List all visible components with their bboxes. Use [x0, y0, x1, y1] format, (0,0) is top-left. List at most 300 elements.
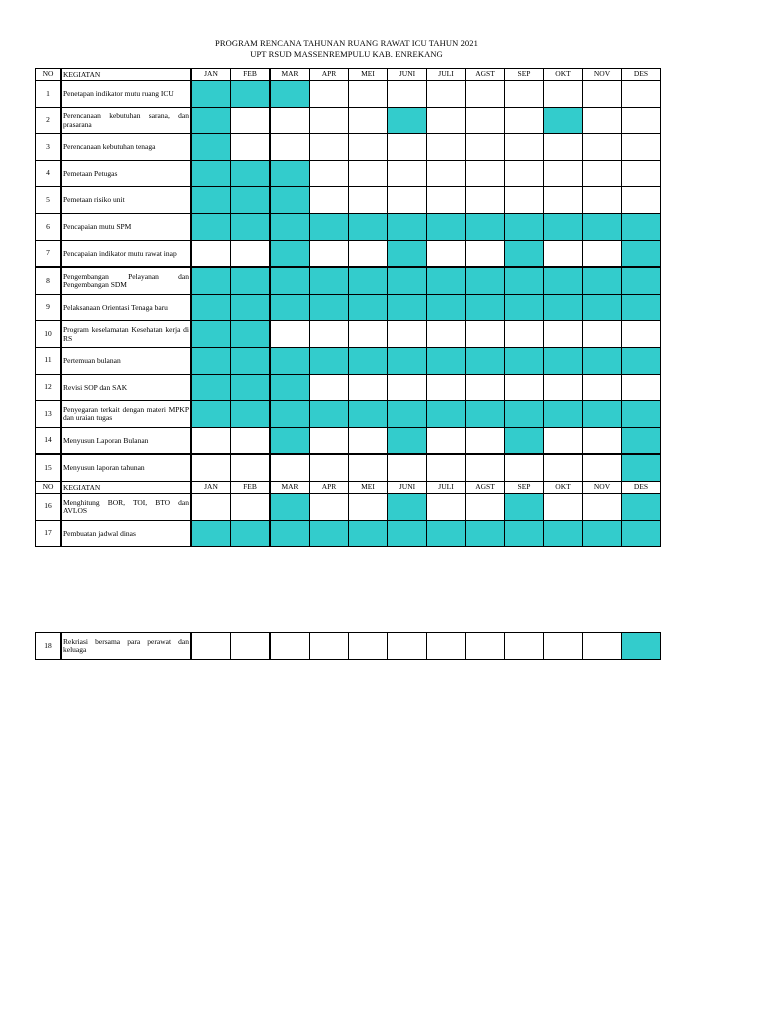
month-cell-des	[622, 240, 661, 267]
header-no: NO	[36, 481, 62, 493]
month-cell-sep	[505, 107, 544, 134]
month-cell-feb	[231, 633, 271, 660]
header-month-des: DES	[622, 69, 661, 81]
month-cell-jan	[191, 401, 231, 428]
month-cell-jan	[191, 160, 231, 187]
table-row	[36, 493, 661, 520]
activity-cell: Perencanaan kebutuhan tenaga	[61, 134, 191, 161]
table-row	[36, 267, 661, 294]
month-cell-nov	[583, 493, 622, 520]
header-no: NO	[36, 69, 62, 81]
month-cell-juni	[388, 454, 427, 481]
month-cell-nov	[583, 401, 622, 428]
activity-cell: Pencapaian indikator mutu rawat inap	[61, 240, 191, 267]
row-number: 7	[36, 240, 62, 267]
month-cell-sep	[505, 134, 544, 161]
month-cell-juni	[388, 134, 427, 161]
row-number: 5	[36, 187, 62, 214]
month-cell-sep	[505, 81, 544, 108]
month-cell-apr	[310, 520, 349, 547]
title-line-2: UPT RSUD MASSENREMPULU KAB. ENREKANG	[250, 49, 443, 59]
month-cell-feb	[231, 493, 271, 520]
activity-cell: Menyusun Laporan Bulanan	[61, 427, 191, 454]
month-cell-okt	[544, 294, 583, 321]
header-month-jan: JAN	[191, 481, 231, 493]
month-cell-agst	[466, 134, 505, 161]
month-cell-apr	[310, 107, 349, 134]
table-row	[36, 321, 661, 348]
header-month-okt: OKT	[544, 69, 583, 81]
activity-cell: Pelaksanaan Orientasi Tenaga baru	[61, 294, 191, 321]
activity-cell: Penetapan indikator mutu ruang ICU	[61, 81, 191, 108]
schedule-table-body	[36, 69, 661, 547]
month-cell-sep	[505, 633, 544, 660]
schedule-table	[35, 68, 661, 547]
month-cell-sep	[505, 240, 544, 267]
month-cell-nov	[583, 81, 622, 108]
month-cell-des	[622, 187, 661, 214]
month-cell-jan	[191, 240, 231, 267]
month-cell-juli	[427, 427, 466, 454]
row-number: 8	[36, 267, 62, 294]
month-cell-mar	[270, 493, 310, 520]
month-cell-juli	[427, 374, 466, 401]
month-cell-mar	[270, 401, 310, 428]
month-cell-agst	[466, 520, 505, 547]
month-cell-apr	[310, 240, 349, 267]
month-cell-des	[622, 160, 661, 187]
month-cell-agst	[466, 187, 505, 214]
month-cell-jan	[191, 134, 231, 161]
month-cell-agst	[466, 321, 505, 348]
month-cell-feb	[231, 520, 271, 547]
month-cell-apr	[310, 347, 349, 374]
row-number: 16	[36, 493, 62, 520]
month-cell-agst	[466, 240, 505, 267]
month-cell-feb	[231, 294, 271, 321]
month-cell-nov	[583, 454, 622, 481]
month-cell-mar	[270, 374, 310, 401]
month-cell-mar	[270, 107, 310, 134]
table-row	[36, 427, 661, 454]
activity-cell: Pemetaan risiko unit	[61, 187, 191, 214]
month-cell-feb	[231, 347, 271, 374]
month-cell-juli	[427, 347, 466, 374]
header-month-okt: OKT	[544, 481, 583, 493]
month-cell-agst	[466, 160, 505, 187]
month-cell-juli	[427, 213, 466, 240]
month-cell-jan	[191, 107, 231, 134]
month-cell-juli	[427, 321, 466, 348]
header-row	[36, 481, 661, 493]
month-cell-juni	[388, 493, 427, 520]
month-cell-juni	[388, 240, 427, 267]
month-cell-okt	[544, 107, 583, 134]
activity-cell: Program keselamatan Kesehatan kerja di RS	[61, 321, 191, 348]
month-cell-juli	[427, 160, 466, 187]
month-cell-sep	[505, 294, 544, 321]
month-cell-apr	[310, 401, 349, 428]
month-cell-sep	[505, 427, 544, 454]
month-cell-des	[622, 427, 661, 454]
month-cell-des	[622, 374, 661, 401]
month-cell-jan	[191, 374, 231, 401]
month-cell-juni	[388, 374, 427, 401]
month-cell-mei	[349, 160, 388, 187]
month-cell-okt	[544, 267, 583, 294]
month-cell-agst	[466, 633, 505, 660]
row-number: 3	[36, 134, 62, 161]
month-cell-apr	[310, 633, 349, 660]
month-cell-mar	[270, 520, 310, 547]
activity-cell: Penyegaran terkait dengan materi MPKP dan uraian tugas	[61, 401, 191, 428]
month-cell-apr	[310, 493, 349, 520]
header-month-juni: JUNI	[388, 69, 427, 81]
month-cell-apr	[310, 374, 349, 401]
month-cell-okt	[544, 374, 583, 401]
month-cell-mei	[349, 401, 388, 428]
month-cell-mei	[349, 187, 388, 214]
header-month-juli: JULI	[427, 481, 466, 493]
month-cell-agst	[466, 81, 505, 108]
month-cell-agst	[466, 454, 505, 481]
month-cell-mar	[270, 294, 310, 321]
month-cell-mar	[270, 347, 310, 374]
row-number: 11	[36, 347, 62, 374]
month-cell-juli	[427, 401, 466, 428]
month-cell-agst	[466, 493, 505, 520]
header-month-juni: JUNI	[388, 481, 427, 493]
schedule-table-extra	[35, 632, 661, 660]
month-cell-sep	[505, 493, 544, 520]
month-cell-juli	[427, 187, 466, 214]
schedule-table-extra-body	[36, 633, 661, 660]
table-row	[36, 347, 661, 374]
month-cell-agst	[466, 107, 505, 134]
month-cell-nov	[583, 134, 622, 161]
month-cell-sep	[505, 374, 544, 401]
month-cell-mei	[349, 454, 388, 481]
month-cell-sep	[505, 321, 544, 348]
header-row	[36, 69, 661, 81]
month-cell-jan	[191, 520, 231, 547]
month-cell-mar	[270, 81, 310, 108]
header-month-jan: JAN	[191, 69, 231, 81]
month-cell-apr	[310, 294, 349, 321]
row-number: 13	[36, 401, 62, 428]
month-cell-mar	[270, 267, 310, 294]
month-cell-mei	[349, 81, 388, 108]
month-cell-feb	[231, 427, 271, 454]
month-cell-okt	[544, 454, 583, 481]
header-month-mar: MAR	[270, 69, 310, 81]
month-cell-nov	[583, 267, 622, 294]
month-cell-okt	[544, 321, 583, 348]
month-cell-sep	[505, 347, 544, 374]
activity-cell: Menyusun laporan tahunan	[61, 454, 191, 481]
month-cell-apr	[310, 187, 349, 214]
activity-cell: Pemetaan Petugas	[61, 160, 191, 187]
month-cell-okt	[544, 520, 583, 547]
month-cell-jan	[191, 633, 231, 660]
month-cell-des	[622, 107, 661, 134]
month-cell-jan	[191, 321, 231, 348]
month-cell-nov	[583, 160, 622, 187]
month-cell-mei	[349, 493, 388, 520]
month-cell-mar	[270, 160, 310, 187]
month-cell-apr	[310, 321, 349, 348]
month-cell-feb	[231, 374, 271, 401]
month-cell-juni	[388, 347, 427, 374]
table-row	[36, 633, 661, 660]
month-cell-feb	[231, 240, 271, 267]
table-row	[36, 401, 661, 428]
month-cell-juni	[388, 81, 427, 108]
month-cell-jan	[191, 213, 231, 240]
header-month-agst: AGST	[466, 481, 505, 493]
activity-cell: Rekriasi bersama para perawat dan keluaga	[61, 633, 191, 660]
month-cell-sep	[505, 267, 544, 294]
row-number: 17	[36, 520, 62, 547]
month-cell-feb	[231, 187, 271, 214]
month-cell-mar	[270, 187, 310, 214]
month-cell-agst	[466, 267, 505, 294]
row-number: 9	[36, 294, 62, 321]
month-cell-jan	[191, 81, 231, 108]
month-cell-nov	[583, 520, 622, 547]
table-row	[36, 134, 661, 161]
month-cell-apr	[310, 213, 349, 240]
month-cell-juni	[388, 294, 427, 321]
month-cell-feb	[231, 454, 271, 481]
month-cell-jan	[191, 427, 231, 454]
month-cell-mar	[270, 240, 310, 267]
month-cell-juli	[427, 267, 466, 294]
table-row	[36, 240, 661, 267]
month-cell-okt	[544, 493, 583, 520]
header-month-apr: APR	[310, 481, 349, 493]
month-cell-nov	[583, 187, 622, 214]
header-month-nov: NOV	[583, 69, 622, 81]
month-cell-mar	[270, 427, 310, 454]
month-cell-mei	[349, 294, 388, 321]
month-cell-mei	[349, 374, 388, 401]
month-cell-feb	[231, 134, 271, 161]
row-number: 1	[36, 81, 62, 108]
month-cell-nov	[583, 213, 622, 240]
month-cell-okt	[544, 81, 583, 108]
month-cell-juni	[388, 321, 427, 348]
month-cell-mei	[349, 267, 388, 294]
month-cell-mei	[349, 107, 388, 134]
row-number: 12	[36, 374, 62, 401]
row-number: 18	[36, 633, 62, 660]
month-cell-juli	[427, 520, 466, 547]
month-cell-mei	[349, 134, 388, 161]
month-cell-okt	[544, 213, 583, 240]
month-cell-des	[622, 633, 661, 660]
row-number: 6	[36, 213, 62, 240]
activity-cell: Revisi SOP dan SAK	[61, 374, 191, 401]
table-row	[36, 187, 661, 214]
month-cell-agst	[466, 374, 505, 401]
month-cell-apr	[310, 81, 349, 108]
month-cell-okt	[544, 633, 583, 660]
month-cell-sep	[505, 187, 544, 214]
activity-cell: Menghitung BOR, TOI, BTO dan AVLOS	[61, 493, 191, 520]
month-cell-juli	[427, 633, 466, 660]
month-cell-agst	[466, 347, 505, 374]
month-cell-apr	[310, 427, 349, 454]
month-cell-apr	[310, 454, 349, 481]
activity-cell: Pencapaian mutu SPM	[61, 213, 191, 240]
month-cell-nov	[583, 294, 622, 321]
month-cell-juli	[427, 493, 466, 520]
month-cell-des	[622, 401, 661, 428]
month-cell-sep	[505, 160, 544, 187]
month-cell-feb	[231, 107, 271, 134]
month-cell-mar	[270, 213, 310, 240]
month-cell-okt	[544, 401, 583, 428]
month-cell-jan	[191, 454, 231, 481]
month-cell-mar	[270, 454, 310, 481]
month-cell-juli	[427, 294, 466, 321]
month-cell-des	[622, 347, 661, 374]
activity-cell: Pembuatan jadwal dinas	[61, 520, 191, 547]
month-cell-nov	[583, 347, 622, 374]
month-cell-mei	[349, 240, 388, 267]
month-cell-okt	[544, 240, 583, 267]
row-number: 14	[36, 427, 62, 454]
month-cell-jan	[191, 187, 231, 214]
month-cell-sep	[505, 401, 544, 428]
month-cell-jan	[191, 493, 231, 520]
month-cell-des	[622, 520, 661, 547]
table-row	[36, 81, 661, 108]
activity-cell: Perencanaan kebutuhan sarana, dan prasarana	[61, 107, 191, 134]
row-number: 10	[36, 321, 62, 348]
month-cell-jan	[191, 294, 231, 321]
month-cell-mei	[349, 213, 388, 240]
month-cell-juli	[427, 107, 466, 134]
month-cell-juni	[388, 427, 427, 454]
month-cell-mei	[349, 633, 388, 660]
document-title	[36, 38, 657, 60]
header-activity: KEGIATAN	[61, 481, 191, 493]
month-cell-juni	[388, 633, 427, 660]
month-cell-apr	[310, 134, 349, 161]
month-cell-des	[622, 81, 661, 108]
month-cell-okt	[544, 427, 583, 454]
month-cell-nov	[583, 633, 622, 660]
month-cell-nov	[583, 427, 622, 454]
month-cell-juli	[427, 134, 466, 161]
month-cell-okt	[544, 160, 583, 187]
month-cell-mar	[270, 321, 310, 348]
month-cell-juni	[388, 520, 427, 547]
header-month-mei: MEI	[349, 481, 388, 493]
month-cell-juni	[388, 160, 427, 187]
month-cell-juni	[388, 213, 427, 240]
month-cell-sep	[505, 454, 544, 481]
month-cell-des	[622, 321, 661, 348]
month-cell-feb	[231, 213, 271, 240]
month-cell-sep	[505, 213, 544, 240]
month-cell-juni	[388, 187, 427, 214]
header-month-feb: FEB	[231, 69, 271, 81]
table-row	[36, 107, 661, 134]
month-cell-des	[622, 294, 661, 321]
table-row	[36, 213, 661, 240]
month-cell-apr	[310, 267, 349, 294]
activity-cell: Pertemuan bulanan	[61, 347, 191, 374]
month-cell-juli	[427, 81, 466, 108]
table-row	[36, 294, 661, 321]
month-cell-feb	[231, 401, 271, 428]
month-cell-mei	[349, 427, 388, 454]
month-cell-juni	[388, 401, 427, 428]
month-cell-des	[622, 267, 661, 294]
month-cell-sep	[505, 520, 544, 547]
row-number: 15	[36, 454, 62, 481]
month-cell-okt	[544, 187, 583, 214]
month-cell-juni	[388, 107, 427, 134]
month-cell-des	[622, 213, 661, 240]
month-cell-nov	[583, 374, 622, 401]
header-activity: KEGIATAN	[61, 69, 191, 81]
month-cell-feb	[231, 321, 271, 348]
header-month-juli: JULI	[427, 69, 466, 81]
table-row	[36, 160, 661, 187]
header-month-feb: FEB	[231, 481, 271, 493]
month-cell-agst	[466, 294, 505, 321]
month-cell-juli	[427, 454, 466, 481]
table-row	[36, 374, 661, 401]
month-cell-mar	[270, 633, 310, 660]
table-row	[36, 454, 661, 481]
month-cell-des	[622, 454, 661, 481]
month-cell-juli	[427, 240, 466, 267]
month-cell-jan	[191, 347, 231, 374]
month-cell-des	[622, 493, 661, 520]
month-cell-juni	[388, 267, 427, 294]
header-month-mei: MEI	[349, 69, 388, 81]
header-month-sep: SEP	[505, 481, 544, 493]
month-cell-mar	[270, 134, 310, 161]
month-cell-okt	[544, 347, 583, 374]
month-cell-okt	[544, 134, 583, 161]
title-line-1: PROGRAM RENCANA TAHUNAN RUANG RAWAT ICU TAHUN 2021	[215, 38, 478, 48]
header-month-mar: MAR	[270, 481, 310, 493]
month-cell-agst	[466, 427, 505, 454]
header-month-sep: SEP	[505, 69, 544, 81]
header-month-des: DES	[622, 481, 661, 493]
header-month-agst: AGST	[466, 69, 505, 81]
month-cell-des	[622, 134, 661, 161]
table-row	[36, 520, 661, 547]
month-cell-feb	[231, 81, 271, 108]
header-month-nov: NOV	[583, 481, 622, 493]
row-number: 2	[36, 107, 62, 134]
month-cell-nov	[583, 107, 622, 134]
month-cell-mei	[349, 321, 388, 348]
month-cell-feb	[231, 267, 271, 294]
month-cell-agst	[466, 401, 505, 428]
month-cell-nov	[583, 240, 622, 267]
month-cell-mei	[349, 347, 388, 374]
month-cell-agst	[466, 213, 505, 240]
header-month-apr: APR	[310, 69, 349, 81]
